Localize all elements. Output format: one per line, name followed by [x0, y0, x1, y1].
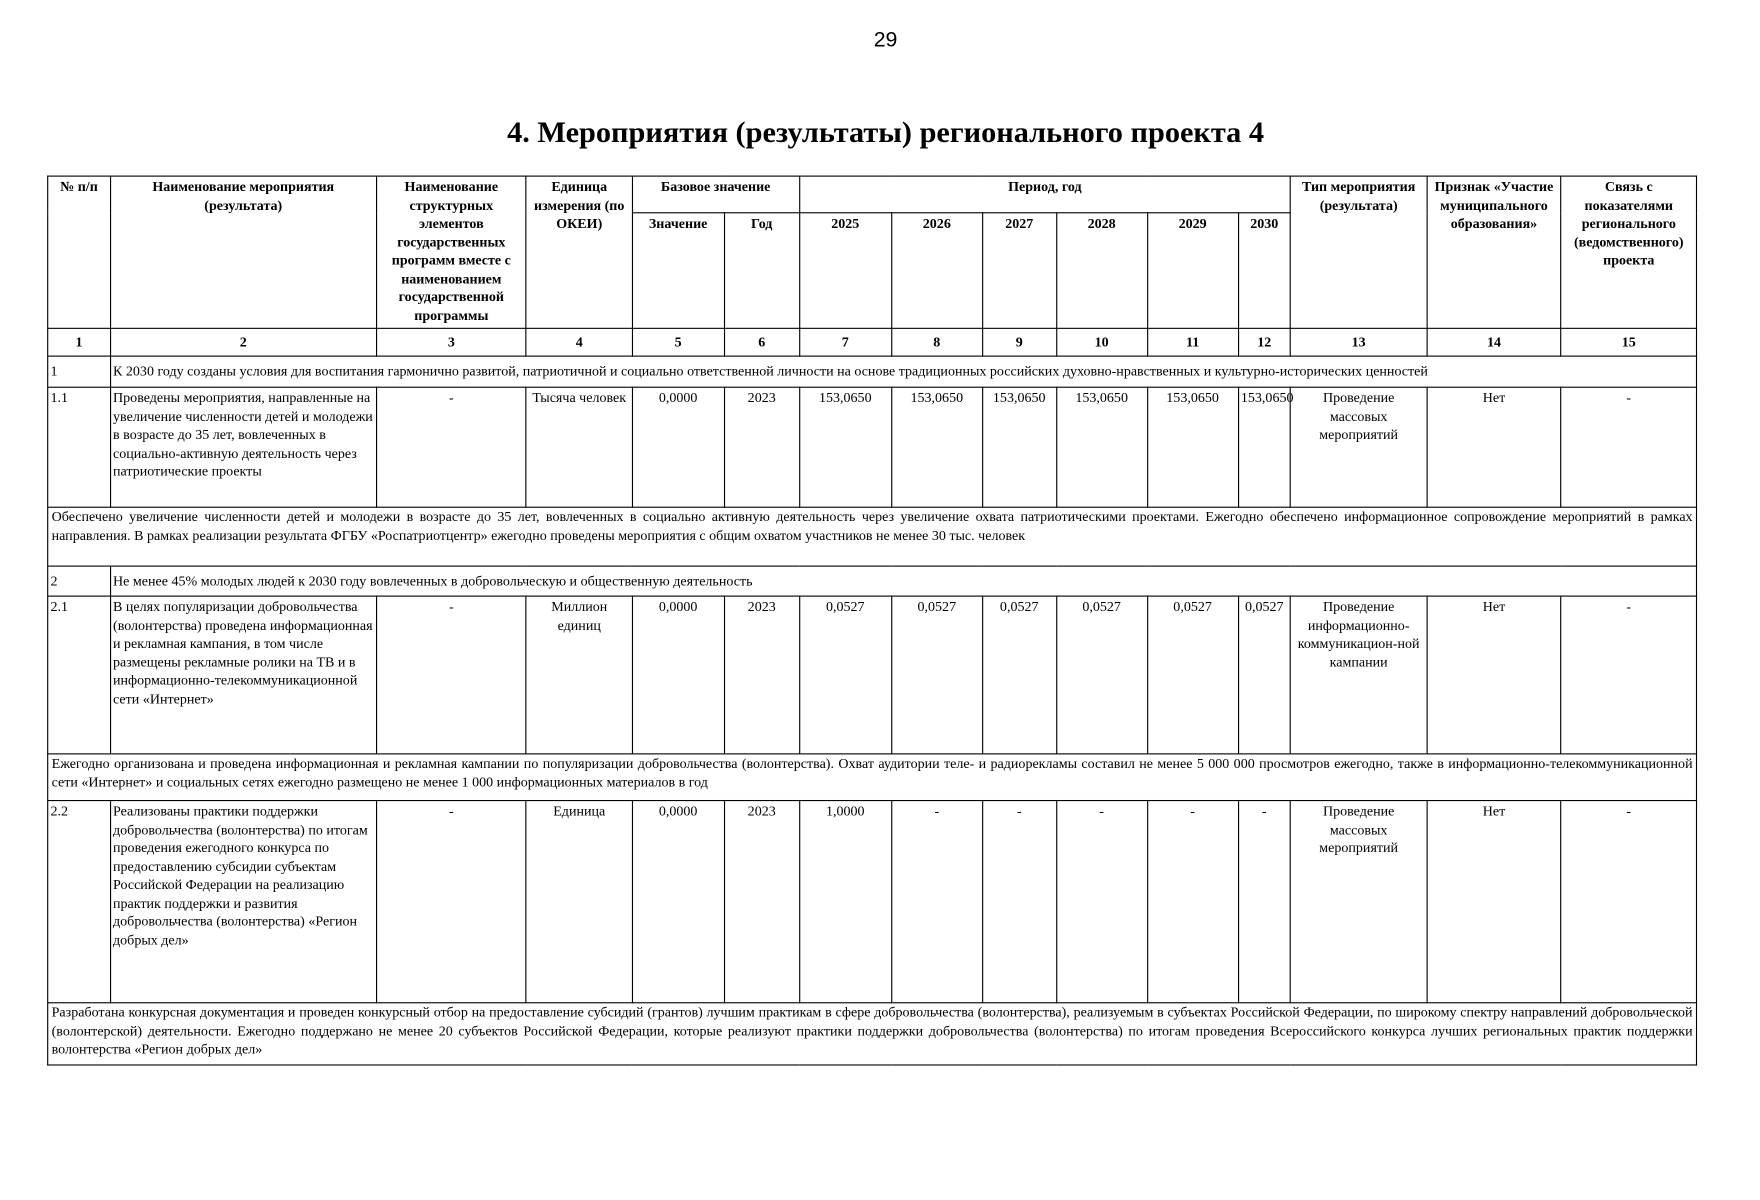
row-unit: Миллион единиц	[526, 596, 632, 754]
row-municipal: Нет	[1427, 596, 1561, 754]
section-row	[48, 356, 1697, 387]
row-municipal: Нет	[1427, 801, 1561, 1003]
header-year: 2029	[1147, 213, 1238, 329]
column-number: 15	[1561, 328, 1696, 356]
header-num: № п/п	[48, 176, 111, 328]
header-year: 2027	[982, 213, 1056, 329]
row-name: Реализованы практики поддержки добровольчества (волонтерства) по итогам проведения ежегодного конкурса по предоставлению субсидии субъектам Российской Федерации на реализацию практик поддержки и развития добровольчества (волонтерства) «Регион добрых дел»	[110, 801, 376, 1003]
row-value: 153,0650	[982, 387, 1056, 507]
row-base-value: 0,0000	[632, 387, 724, 507]
note-row	[48, 507, 1697, 566]
note-row	[48, 754, 1697, 801]
section-row	[48, 566, 1697, 596]
header-period: Период, год	[799, 176, 1290, 213]
column-number: 12	[1238, 328, 1290, 356]
projects-table	[47, 176, 1697, 1066]
column-number: 4	[526, 328, 632, 356]
column-number: 2	[110, 328, 376, 356]
header-link: Связь с показателями регионального (ведомственного) проекта	[1561, 176, 1696, 328]
section-title: Не менее 45% молодых людей к 2030 году вовлеченных в добровольческую и общественную деятельность	[110, 566, 1696, 596]
row-base-value: 0,0000	[632, 596, 724, 754]
row-type: Проведение массовых мероприятий	[1290, 801, 1426, 1003]
header-type: Тип мероприятия (результата)	[1290, 176, 1426, 328]
column-number: 10	[1056, 328, 1147, 356]
row-value: 153,0650	[891, 387, 982, 507]
row-value: 0,0527	[799, 596, 891, 754]
row-value: 153,0650	[1238, 387, 1290, 507]
header-year: 2030	[1238, 213, 1290, 329]
column-number: 1	[48, 328, 111, 356]
row-struct: -	[376, 387, 526, 507]
table-row	[48, 801, 1697, 1003]
column-number: 14	[1427, 328, 1561, 356]
row-value: 153,0650	[1056, 387, 1147, 507]
row-value: 0,0527	[1147, 596, 1238, 754]
header-base-year: Год	[724, 213, 799, 329]
row-num: 2.1	[48, 596, 111, 754]
table-row	[48, 596, 1697, 754]
row-num: 1.1	[48, 387, 111, 507]
row-name: В целях популяризации добровольчества (волонтерства) проведена информационная и рекламная кампания, в том числе размещены рекламные ролики на ТВ и в информационно-телекоммуникационной сети «Интернет»	[110, 596, 376, 754]
row-note: Ежегодно организована и проведена информационная и рекламная кампании по популяризации добровольчества (волонтерства). Охват аудитории теле- и радиорекламы составил не менее 5 000 000 просмотров ежегодно, также в информационно-телекоммуникационной сети «Интернет» и социальных сетях ежегодно размещено не менее 1 000 информационных материалов в год	[48, 754, 1697, 801]
row-unit: Тысяча человек	[526, 387, 632, 507]
row-value: 153,0650	[1147, 387, 1238, 507]
header-base: Базовое значение	[632, 176, 799, 213]
row-base-year: 2023	[724, 596, 799, 754]
row-value: -	[982, 801, 1056, 1003]
row-note: Обеспечено увеличение численности детей и молодежи в возрасте до 35 лет, вовлеченных в социально активную деятельность через увеличение охвата патриотическими проектами. Ежегодно обеспечено информационное сопровождение мероприятий в рамках направления. В рамках реализации результата ФГБУ «Роспатриотцентр» ежегодно проведены мероприятия с общим охватом участников не менее 30 тыс. человек	[48, 507, 1697, 566]
column-number: 9	[982, 328, 1056, 356]
column-number: 6	[724, 328, 799, 356]
row-struct: -	[376, 801, 526, 1003]
page-number: 29	[873, 28, 898, 53]
row-link: -	[1561, 596, 1696, 754]
row-municipal: Нет	[1427, 387, 1561, 507]
column-number: 7	[799, 328, 891, 356]
column-number: 13	[1290, 328, 1426, 356]
column-number: 11	[1147, 328, 1238, 356]
column-number: 3	[376, 328, 526, 356]
section-title: К 2030 году созданы условия для воспитания гармонично развитой, патриотичной и социально ответственной личности на основе традиционных российских духовно-нравственных и культурно-исторических ценностей	[110, 356, 1696, 387]
header-municipal: Признак «Участие муниципального образования»	[1427, 176, 1561, 328]
row-name: Проведены мероприятия, направленные на увеличение численности детей и молодежи в возрасте до 35 лет, вовлеченных в социально-активную деятельность через патриотические проекты	[110, 387, 376, 507]
header-name: Наименование мероприятия (результата)	[110, 176, 376, 328]
row-value: -	[891, 801, 982, 1003]
row-num: 2.2	[48, 801, 111, 1003]
row-value: -	[1147, 801, 1238, 1003]
row-unit: Единица	[526, 801, 632, 1003]
page-title: 4. Мероприятия (результаты) регионального проекта 4	[507, 115, 1265, 149]
row-base-year: 2023	[724, 801, 799, 1003]
row-value: -	[1238, 801, 1290, 1003]
row-value: 0,0527	[891, 596, 982, 754]
section-num: 1	[48, 356, 111, 387]
note-row	[48, 1003, 1697, 1065]
header-year: 2025	[799, 213, 891, 329]
row-struct: -	[376, 596, 526, 754]
row-note: Разработана конкурсная документация и проведен конкурсный отбор на предоставление субсидий (грантов) лучшим практикам в сфере добровольчества (волонтерства), реализуемым в субъектах Российской Федерации, по широкому спектру направлений добровольческой (волонтерской) деятельности. Ежегодно поддержано не менее 20 субъектов Российской Федерации, которые реализуют практики поддержки добровольчества (волонтерства) по итогам проведения Всероссийского конкурса лучших региональных практик поддержки волонтерства «Регион добрых дел»	[48, 1003, 1697, 1065]
row-value: 1,0000	[799, 801, 891, 1003]
row-value: 153,0650	[799, 387, 891, 507]
row-value: -	[1056, 801, 1147, 1003]
header-year: 2026	[891, 213, 982, 329]
row-value: 0,0527	[982, 596, 1056, 754]
row-type: Проведение информационно-коммуникацион-ной кампании	[1290, 596, 1426, 754]
table-row	[48, 387, 1697, 507]
row-link: -	[1561, 801, 1696, 1003]
header-struct: Наименование структурных элементов государственных программ вместе с наименованием государственной программы	[376, 176, 526, 328]
row-link: -	[1561, 387, 1696, 507]
column-number: 5	[632, 328, 724, 356]
header-base-value: Значение	[632, 213, 724, 329]
row-base-year: 2023	[724, 387, 799, 507]
column-number: 8	[891, 328, 982, 356]
row-value: 0,0527	[1056, 596, 1147, 754]
header-year: 2028	[1056, 213, 1147, 329]
row-type: Проведение массовых мероприятий	[1290, 387, 1426, 507]
row-base-value: 0,0000	[632, 801, 724, 1003]
section-num: 2	[48, 566, 111, 596]
header-unit: Единица измерения (по ОКЕИ)	[526, 176, 632, 328]
row-value: 0,0527	[1238, 596, 1290, 754]
